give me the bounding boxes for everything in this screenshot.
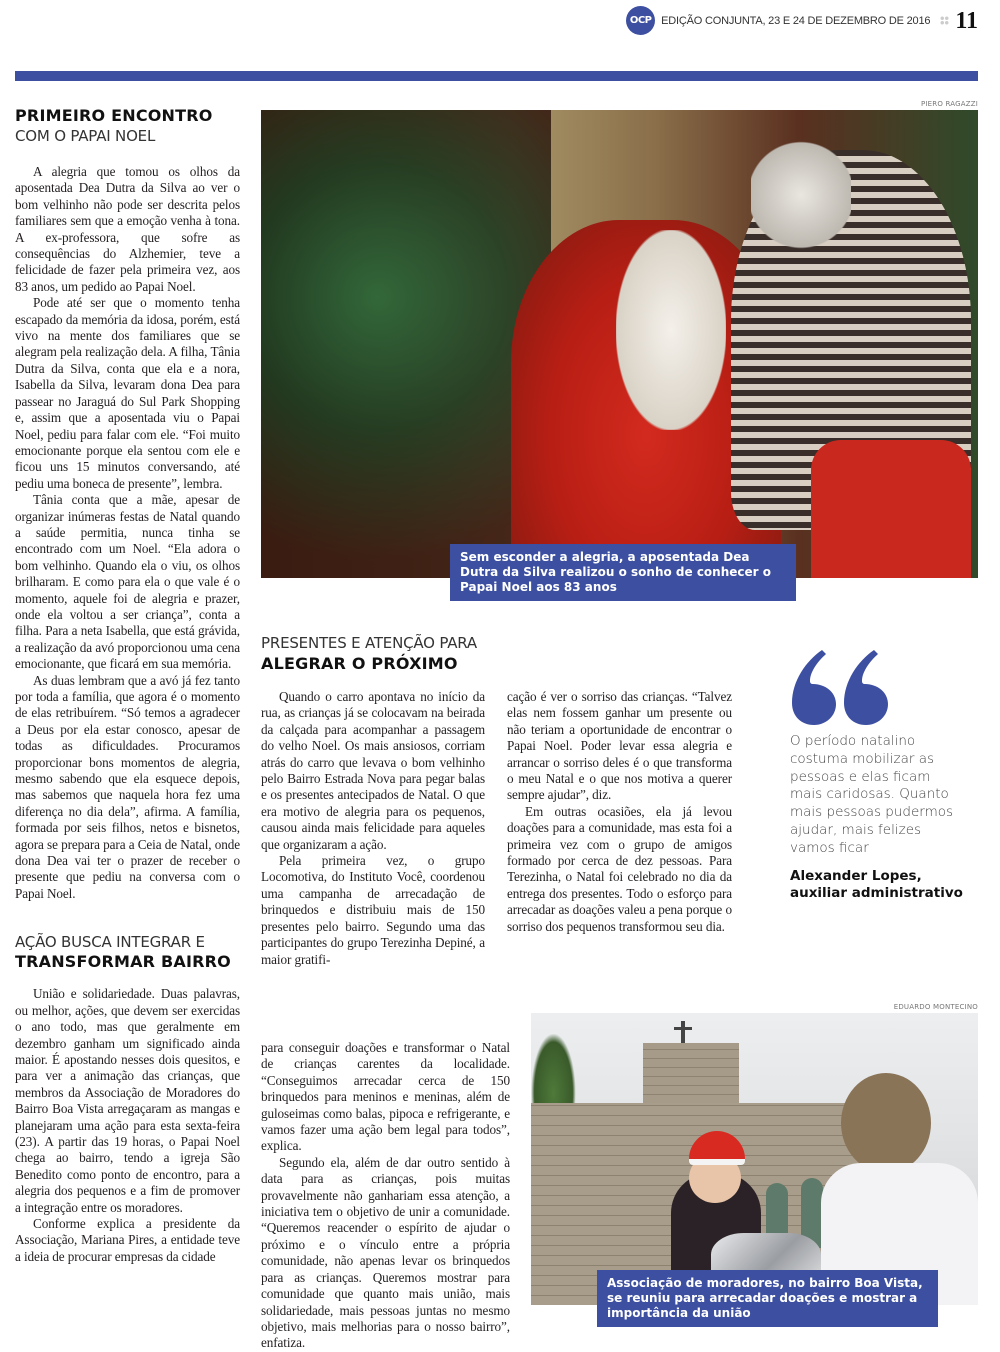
paragraph: Segundo ela, além de dar outro sentido à data para as crianças, pois muitas provavelmente não ganhariam essa atenção, a iniciativa tem o objetivo de unir a comunidade. “Queremos reacender o espírito de ajudar o próximo e o vínculo entre a própria comunidade, não apenas levar os brinquedos para as crianças. Queremos mostrar para comunidade que quanto mais união, mais solidariedade, mais pessoas juntas no mesmo objetivo, mais melhorias para o nosso bairro”, enfatiza.: [261, 1154, 510, 1351]
paragraph: A alegria que tomou os olhos da aposentada Dea Dutra da Silva ao ver o bom velhinho não pode ser descrita pelos familiares sem que a emoção venha à tona. A ex-professora, que sofre as consequências do Alzhemier, teve a felicidade de fazer pela primeira vez, aos 83 anos, um pedido ao Papai Noel.: [15, 164, 240, 294]
header-rule: [15, 71, 978, 81]
article1-body: [15, 164, 240, 902]
article2-title: ALEGRAR O PRÓXIMO: [261, 654, 458, 673]
article3-title: TRANSFORMAR BAIRRO: [15, 952, 231, 972]
photo1-caption: Sem esconder a alegria, a aposentada Dea Dutra da Silva realizou o sonho de conhecer o Papai Noel aos 83 anos: [450, 544, 796, 601]
edition-date: EDIÇÃO CONJUNTA, 23 E 24 DE DEZEMBRO DE 2016: [661, 14, 931, 27]
separator-dots-icon: [940, 16, 949, 25]
ocp-logo: OCP: [626, 6, 655, 35]
page-number: 11: [955, 7, 978, 34]
paragraph: Conforme explica a presidente da Associação, Mariana Pires, a entidade teve a ideia de procurar empresas da cidade: [15, 1215, 240, 1264]
article2-column-1: [261, 689, 485, 968]
paragraph: cação é ver o sorriso das crianças. “Talvez elas nem fossem ganhar um presente ou não teriam a oportunidade de encontrar o Papai Noel. Poder levar essa alegria e arrancar o sorriso deles é o que transforma o meu Natal e o que nos motiva a querer sempre ajudar”, diz.: [507, 689, 732, 803]
left-column: [15, 106, 240, 1265]
photo2-caption: Associação de moradores, no bairro Boa Vista, se reuniu para arrecadar doações e mostrar a importância da união: [597, 1270, 938, 1327]
paragraph: As duas lembram que a avó já fez tanto por toda a família, que agora é o momento de elas retribuírem. “Só temos a agradecer a Deus por ela estar conosco, apesar de todas as dificuldades. Procuramos proporcionar bons momentos de alegria, mesmo sabendo que ela esquece depois, mas sabemos que naquela hora fez uma diferença no dia dela”, afirma. A família, formada por seis filhos, netos e bisnetos, agora se prepara para a Ceia de Natal, onde dona Dea vai ter o prazer de receber o presente que pediu na conversa com o Papai Noel.: [15, 672, 240, 901]
pull-quote: [790, 650, 963, 902]
article3-subtitle: AÇÃO BUSCA INTEGRAR E: [15, 933, 205, 952]
article3-column-1: [15, 986, 240, 1265]
paragraph: União e solidariedade. Duas palavras, ou melhor, ações, que devem ser exercidas o ano todo, mas que geralmente em dezembro ganham um significado ainda maior. É apostando nesses dois quesitos, e para ver a animação das crianças, que membros da Associação de Moradores do Bairro Boa Vista arregaçaram as mangas e planejaram uma ação para esta sexta-feira (23). A partir das 19 horas, o Papai Noel chega ao bairro, tendo a igreja São Benedito como ponto de encontro, para a alegria dos pequenos e a fim de promover a integração entre os moradores.: [15, 986, 240, 1215]
photo1-credit: PIERO RAGAZZI: [920, 100, 978, 108]
paragraph: Pela primeira vez, o grupo Locomotiva, do Instituto Você, coordenou uma campanha de arrecadação de brinquedos e distribuiu mais de 150 presentes pelo bairro. Segundo uma das participantes do grupo Terezinha Depiné, a maior gratifi-: [261, 853, 485, 967]
quote-icon: [790, 650, 890, 725]
article3-column-2: [261, 1040, 510, 1352]
article2-column-2: [507, 689, 732, 935]
photo2-credit: EDUARDO MONTECINO: [893, 1003, 978, 1011]
paragraph: para conseguir doações e transformar o Natal de crianças carentes da localidade. “Conseguimos arrecadar cerca de 150 brinquedos para meninos e meninas, além de guloseimas como balas, pipoca e refrigerante, e vamos fazer uma ação bem legal para todos”, explica.: [261, 1040, 510, 1154]
article1-title: PRIMEIRO ENCONTRO: [15, 106, 213, 125]
photo-santa-and-elderly-woman: [261, 110, 978, 578]
paragraph: Tânia conta que a mãe, apesar de organizar inúmeras festas de Natal quando a saúde permitia, nunca tinha se encontrado com um Noel. “Ela adora o bom velhinho. Quando ela o viu, os olhos brilharam. E como para ela o que vale é o momento, aquele foi de alegria e prazer, onde ela voltou a ser criança”, conta a filha. Para a neta Isabella, que está grávida, a realização da avó proporcionou uma cena emocionante, que ficará em sua memória.: [15, 492, 240, 672]
pull-quote-role: auxiliar administrativo: [790, 884, 963, 901]
pull-quote-author: Alexander Lopes,: [790, 867, 922, 884]
masthead: [626, 6, 978, 35]
article2-subtitle: PRESENTES E ATENÇÃO PARA: [261, 634, 477, 652]
paragraph: Quando o carro apontava no início da rua, as crianças já se colocavam na beirada da calçada para acompanhar a passagem do velho Noel. Os mais ansiosos, corriam atrás do carro que levava o bom velhinho pelo Bairro Estrada Nova para pegar balas e os presentes antecipados de Natal. O que era motivo de alegria para os pequenos, causou ainda mais felicidade para aqueles que organizaram a ação.: [261, 689, 485, 852]
article1-subtitle: COM O PAPAI NOEL: [15, 127, 156, 145]
photo-church-donation: [531, 1013, 978, 1305]
paragraph: Em outras ocasiões, ela já levou doações para a comunidade, mas esta foi a primeira vez com o grupo de amigos formado por cerca de dez pessoas. Para Terezinha, o Natal foi celebrado no dia da entrega dos presentes. Todo o esforço para arrecadar as doações valeu a pena porque o sorriso dos pequenos transformou seu dia.: [507, 803, 732, 934]
pull-quote-text: O período natalino costuma mobilizar as pessoas e elas ficam mais caridosas. Quanto mais pessoas pudermos ajudar, mais felizes vamos ficar: [790, 733, 954, 856]
paragraph: Pode até ser que o momento tenha escapado da memória da idosa, porém, está vivo na mente dos familiares que se alegram pela realização dela. A filha, Tânia Dutra da Silva, conta que ela e a nora, Isabella da Silva, levaram dona Dea para passear no Jaraguá do Sul Park Shopping e, assim que a aposentada viu o Papai Noel, pediu para falar com ele. “Foi muito emocionante porque ela sentou com ele e ficou uns 15 minutos conversando, até pediu uma boneca de presente”, lembra.: [15, 295, 240, 491]
